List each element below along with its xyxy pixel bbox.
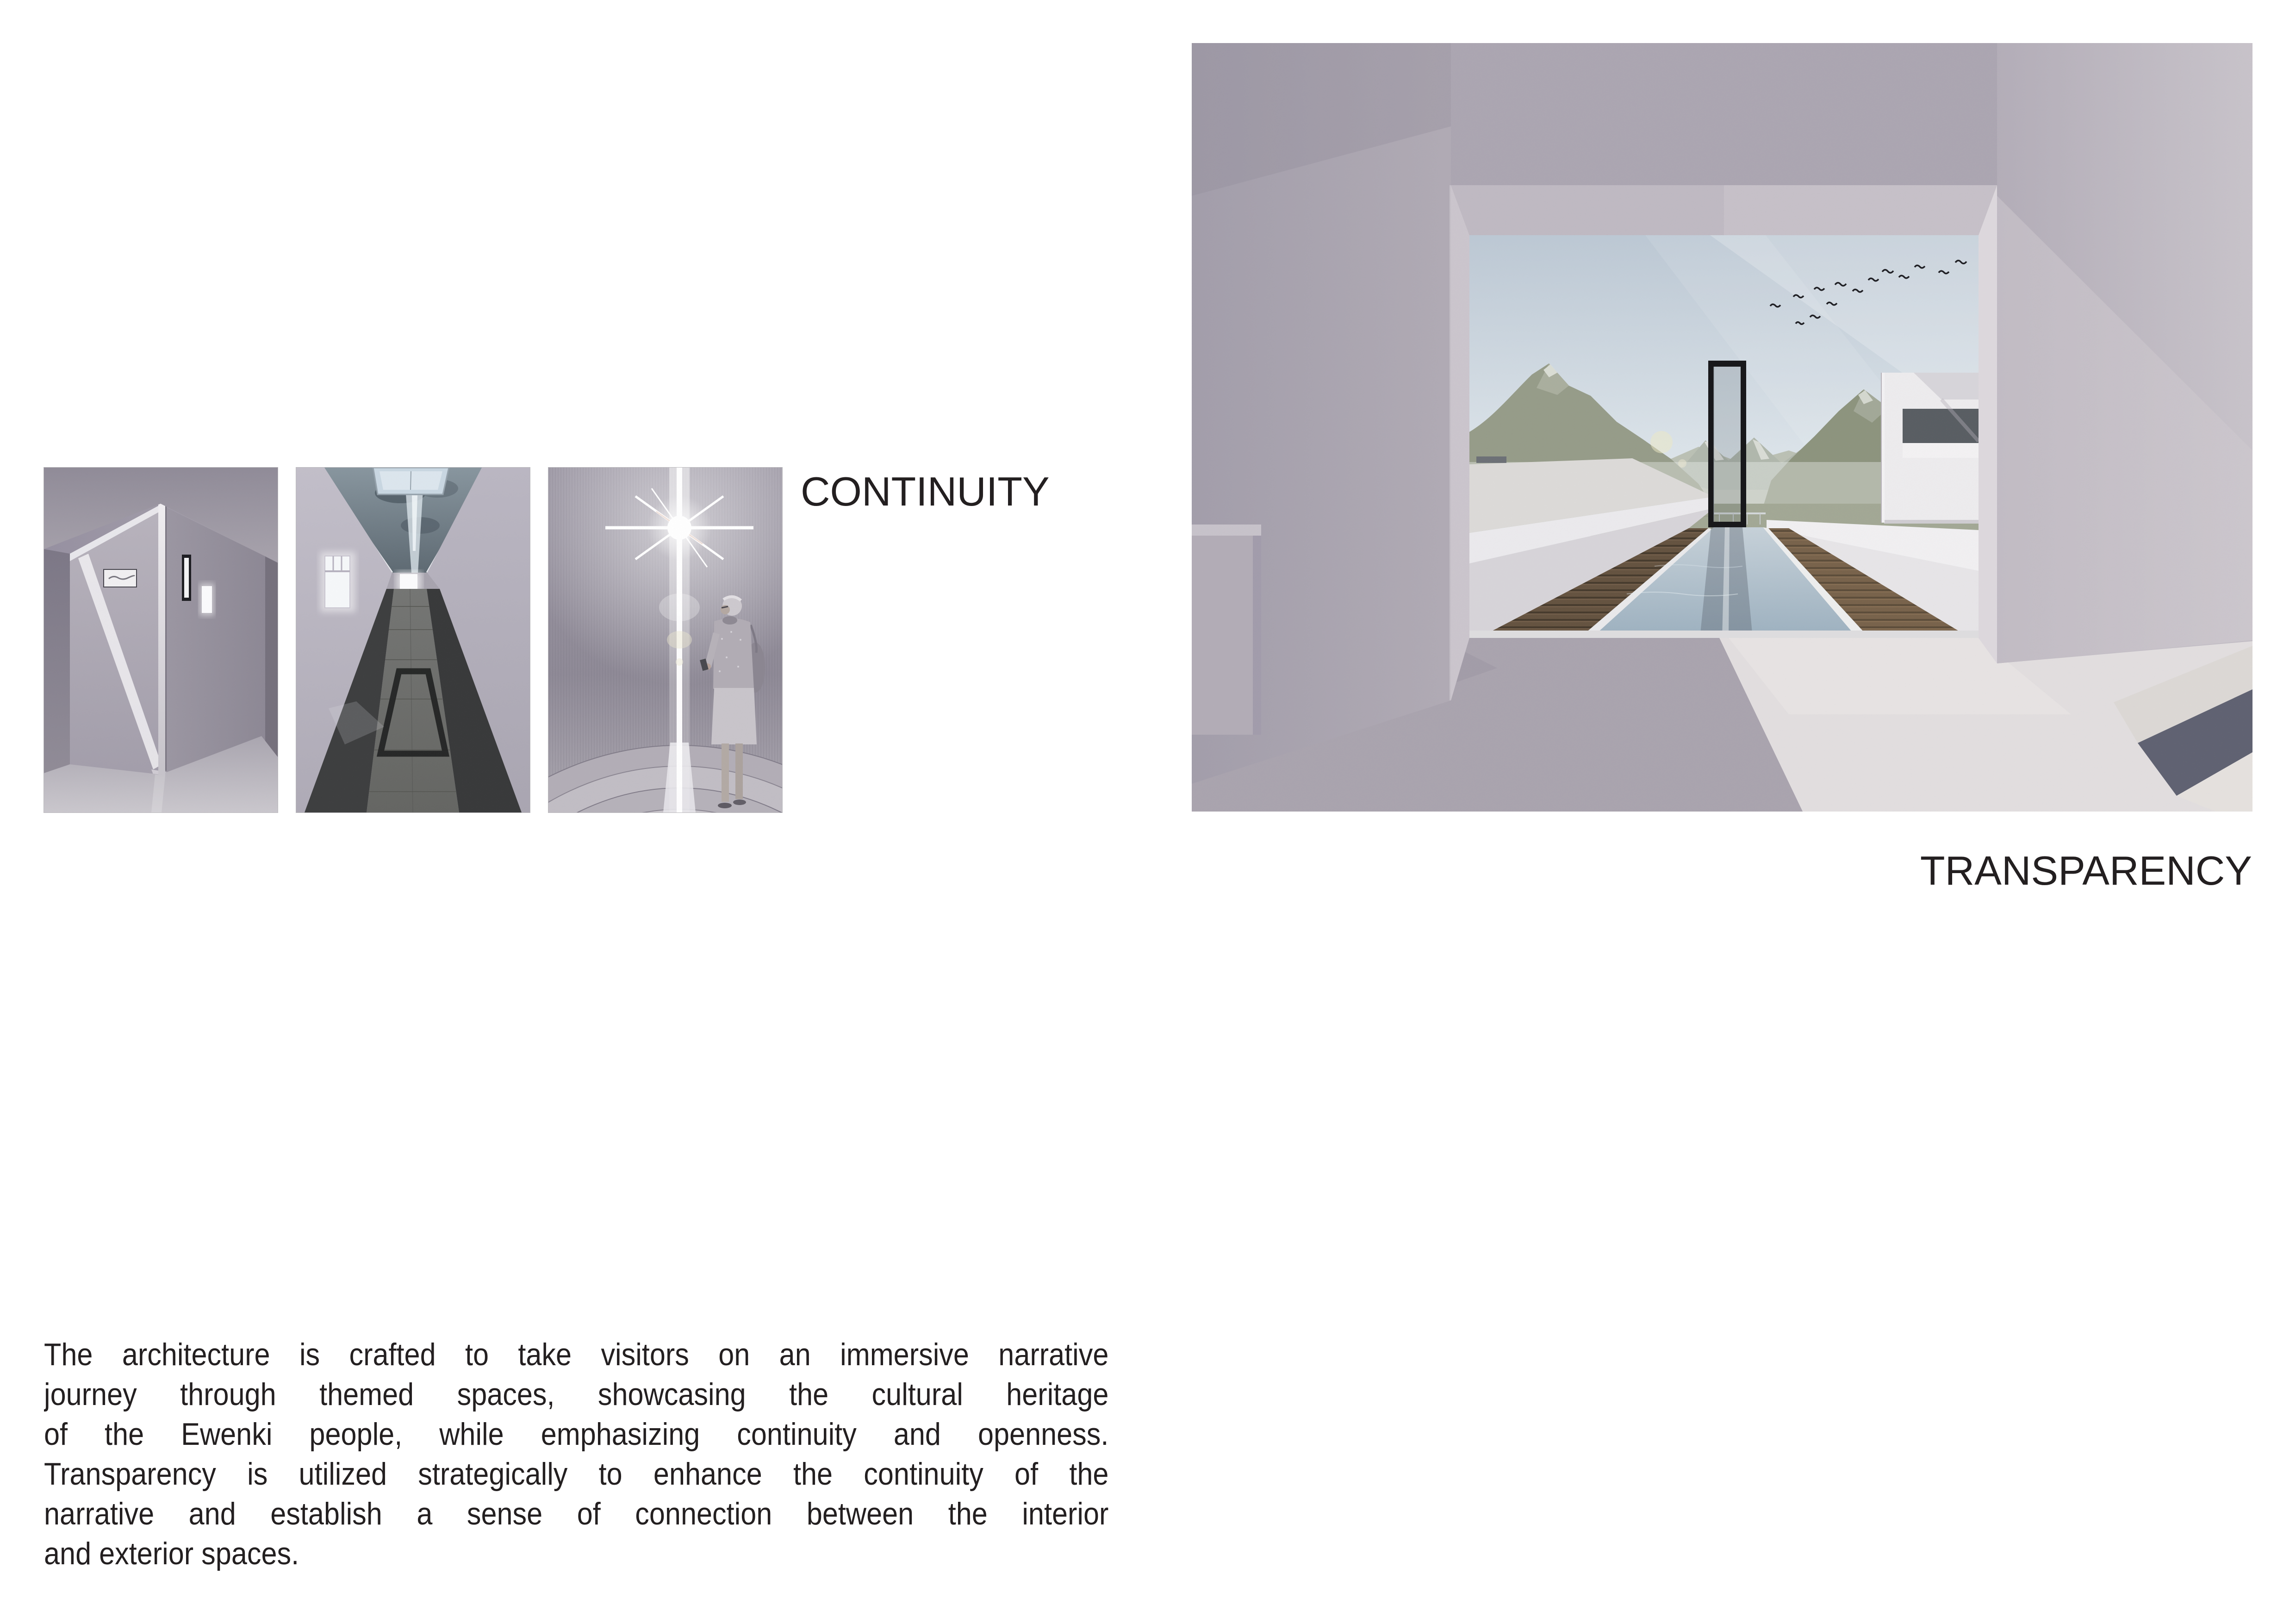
light-beam-chamber-svg bbox=[548, 468, 782, 812]
continuity-render-light-beam-chamber bbox=[548, 468, 782, 812]
paragraph-line: journey through themed spaces, showcasing the cultural heritage bbox=[44, 1377, 1109, 1412]
mirror-hall-svg bbox=[296, 468, 530, 812]
transparency-heading: TRANSPARENCY bbox=[1920, 848, 2252, 893]
paragraph-line: narrative and establish a sense of connection between the interior bbox=[44, 1496, 1109, 1531]
paragraph-line: The architecture is crafted to take visitors on an immersive narrative bbox=[44, 1337, 1109, 1372]
paragraph-line: and exterior spaces. bbox=[44, 1536, 299, 1571]
continuity-render-gallery-divider bbox=[44, 468, 278, 812]
continuity-heading: CONTINUITY bbox=[801, 468, 1050, 514]
gallery-divider-svg bbox=[44, 468, 278, 812]
transparency-render-framed-vista bbox=[1192, 43, 2252, 812]
body-paragraph bbox=[44, 1335, 1108, 1574]
paragraph-line: Transparency is utilized strategically to enhance the continuity of the bbox=[44, 1456, 1109, 1492]
paragraph-line: of the Ewenki people, while emphasizing continuity and openness. bbox=[44, 1417, 1109, 1452]
framed-vista-svg bbox=[1192, 43, 2252, 812]
continuity-render-mirror-hall bbox=[296, 468, 530, 812]
